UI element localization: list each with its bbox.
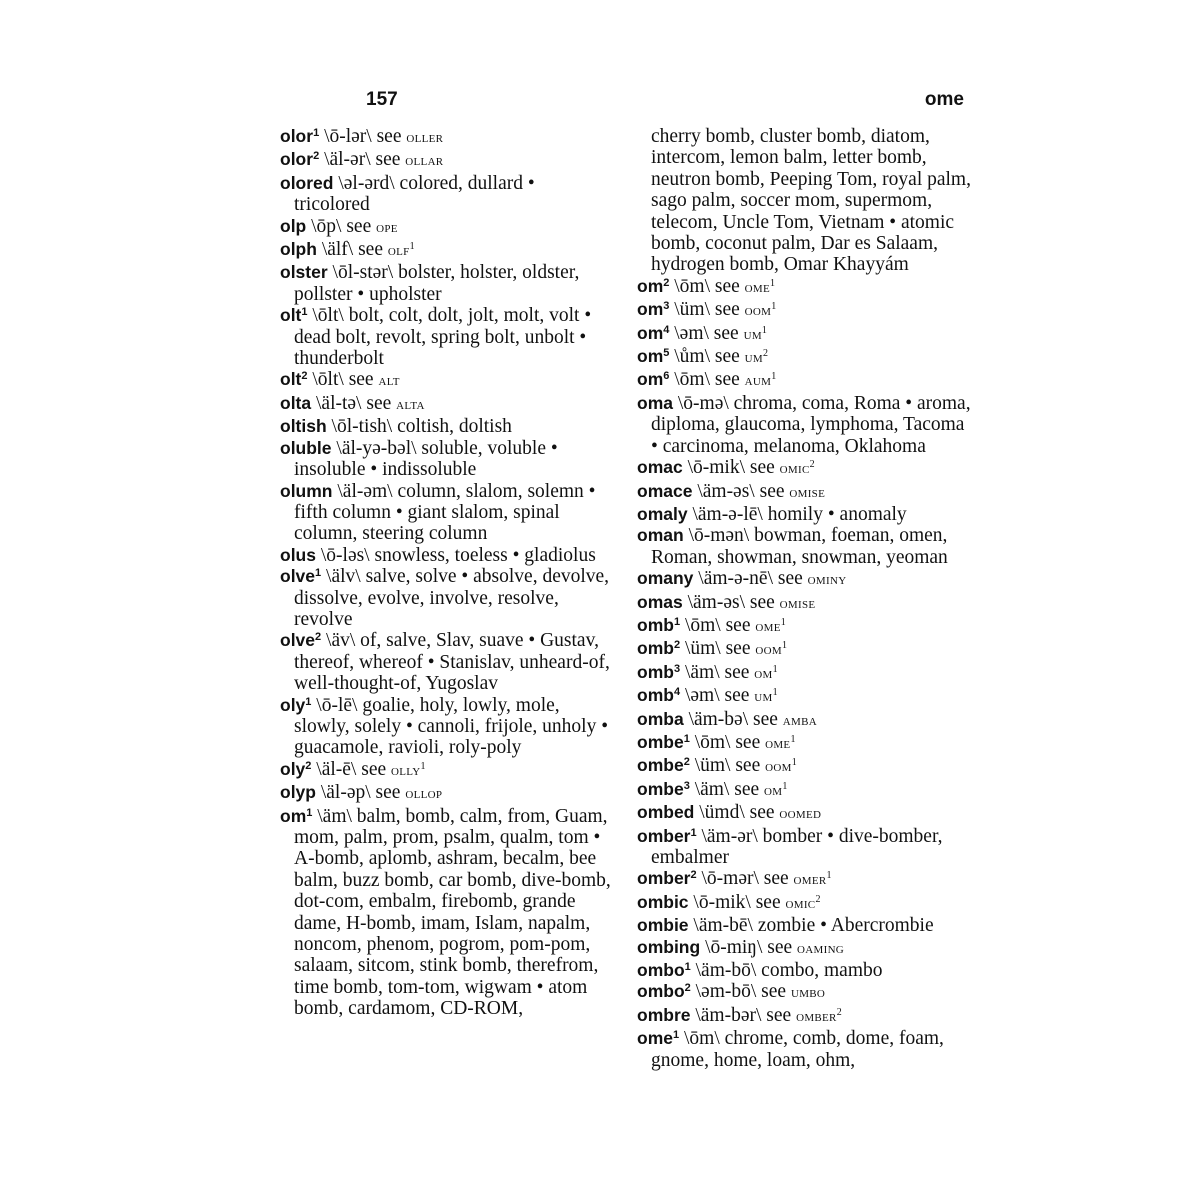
cross-reference: ollop bbox=[405, 786, 443, 803]
entry-pronunciation: \əm\ bbox=[684, 685, 720, 707]
entry-headword: $om^3$ bbox=[637, 299, 670, 320]
entry-pronunciation: \äm-əs\ bbox=[687, 591, 745, 613]
entry-pronunciation: \äm-ə-lē\ bbox=[692, 503, 763, 525]
cross-reference-number: 2 bbox=[836, 1006, 843, 1018]
guide-word: ome bbox=[924, 89, 964, 110]
entry-headword: ombe$^3$ bbox=[637, 778, 690, 799]
entry-headword: omber$^2$ bbox=[637, 868, 697, 889]
dictionary-entry bbox=[637, 960, 971, 981]
homograph-number: 1 bbox=[683, 732, 690, 745]
cross-reference: ominy bbox=[807, 572, 847, 589]
entry-headword: omb$^3$ bbox=[637, 661, 681, 682]
entry-continuation: cherry bomb, cluster bomb, diatom, intercom, lemon balm, letter bomb, neutron bomb, Peeping Tom, royal palm, sago palm, soccer mom, supermom, telecom, Uncle Tom, Vietnam • atomic bomb, coconut palm, Dar es Salaam, hydrogen bomb, Omar Khayyám bbox=[651, 126, 971, 276]
cross-reference-number: 1 bbox=[782, 780, 788, 792]
homograph-number: 3 bbox=[663, 300, 670, 313]
dictionary-entry bbox=[637, 276, 971, 299]
entry-headword: omba bbox=[637, 708, 684, 729]
cross-reference-number: 1 bbox=[826, 870, 832, 882]
homograph-number: 1 bbox=[306, 806, 313, 819]
entry-headword: olve$^1$ bbox=[280, 566, 322, 587]
cross-reference: oomed bbox=[779, 806, 822, 823]
entry-headword: ombie bbox=[637, 915, 689, 936]
homograph-number: 1 bbox=[315, 567, 322, 580]
entry-text: see bbox=[753, 708, 778, 730]
entry-headword: omb$^4$ bbox=[637, 685, 681, 706]
cross-reference: $om^1$ bbox=[764, 780, 788, 799]
entry-pronunciation: \äl-əp\ bbox=[320, 782, 371, 804]
entry-text: soluble, voluble • insoluble • indissoluble bbox=[294, 437, 558, 481]
dictionary-entry bbox=[637, 393, 971, 457]
dictionary-entry bbox=[637, 709, 971, 732]
dictionary-entry bbox=[637, 892, 971, 915]
entry-headword: $om^1$ bbox=[280, 805, 313, 826]
entry-pronunciation: \äm-bər\ bbox=[695, 1004, 762, 1026]
homograph-number: 2 bbox=[313, 150, 320, 163]
entry-pronunciation: \ům\ bbox=[674, 346, 711, 368]
entry-text: see bbox=[725, 614, 751, 636]
entry-headword: olta bbox=[280, 392, 312, 413]
homograph-number: 2 bbox=[663, 276, 670, 289]
entry-pronunciation: \ōm\ bbox=[684, 614, 721, 636]
entry-headword: olve$^2$ bbox=[280, 630, 322, 651]
entry-pronunciation: \ō-ləs\ bbox=[320, 544, 370, 566]
entry-headword: ombic bbox=[637, 891, 689, 912]
dictionary-entry bbox=[637, 826, 971, 869]
entry-pronunciation: \äm-bō\ bbox=[695, 960, 757, 982]
entry-headword: oma bbox=[637, 392, 673, 413]
entry-text: see bbox=[714, 299, 740, 321]
entry-text: see bbox=[375, 782, 401, 804]
entry-text: see bbox=[361, 758, 387, 780]
entry-pronunciation: \ōlt\ bbox=[312, 305, 344, 327]
entry-headword: $om^6$ bbox=[637, 369, 670, 390]
dictionary-entry bbox=[280, 216, 614, 239]
cross-reference: omic$^2$ bbox=[779, 459, 815, 478]
entry-text: see bbox=[749, 457, 775, 479]
homograph-number: 5 bbox=[663, 347, 670, 360]
homograph-number: 3 bbox=[673, 662, 681, 675]
entry-pronunciation: \əm-bō\ bbox=[695, 981, 757, 1003]
dictionary-entry bbox=[637, 504, 971, 525]
entry-pronunciation: \äl-ē\ bbox=[316, 758, 357, 780]
entry-pronunciation: \ōm\ bbox=[674, 369, 711, 391]
entry-pronunciation: \äm-bē\ bbox=[693, 915, 753, 937]
entry-pronunciation: \ōm\ bbox=[683, 1028, 720, 1050]
homograph-number: 4 bbox=[673, 686, 681, 699]
entry-text: see bbox=[725, 638, 751, 660]
dictionary-entry bbox=[280, 369, 614, 392]
cross-reference: ope bbox=[376, 219, 398, 236]
homograph-number: 2 bbox=[305, 759, 312, 772]
cross-reference: aum$^1$ bbox=[744, 371, 777, 390]
dictionary-entry bbox=[637, 732, 971, 755]
entry-headword: olt$^1$ bbox=[280, 305, 308, 326]
cross-reference: ome$^1$ bbox=[765, 733, 796, 752]
cross-reference: oom$^1$ bbox=[744, 301, 777, 320]
cross-reference: ollar bbox=[405, 153, 444, 170]
dictionary-entry bbox=[637, 299, 971, 322]
cross-reference-number: 1 bbox=[781, 640, 788, 652]
entry-headword: olumn bbox=[280, 480, 333, 501]
entry-text: chrome, comb, dome, foam, gnome, home, loam, ohm, bbox=[651, 1028, 944, 1071]
entry-pronunciation: \äl-əm\ bbox=[337, 480, 393, 502]
homograph-number: 2 bbox=[315, 631, 322, 644]
entry-pronunciation: \äm\ bbox=[317, 805, 352, 827]
entry-pronunciation: \äm-bə\ bbox=[688, 708, 749, 730]
cross-reference: omise bbox=[789, 484, 826, 501]
entry-text: balm, bomb, calm, from, Guam, mom, palm, prom, psalm, qualm, tom • A-bomb, aplomb, ashram, becalm, bee balm, buzz bomb, car bomb, dive-bomb, dot-com, embalm, firebomb, grande dame, H-bomb, imam, Islam, napalm, noncom, phenom, pogrom, pom-pom, salaam, sitcom, stink bomb, therefrom, time bomb, tom-tom, wigwam • atom bomb, cardamom, CD-ROM, bbox=[294, 805, 611, 1020]
cross-reference: alta bbox=[396, 396, 425, 413]
entry-headword: ombing bbox=[637, 936, 701, 957]
entry-headword: ome$^1$ bbox=[637, 1028, 680, 1049]
cross-reference: olf$^1$ bbox=[387, 241, 415, 260]
dictionary-entry bbox=[637, 568, 971, 591]
entry-text: bolt, colt, dolt, jolt, molt, volt • dead bolt, revolt, spring bolt, unbolt • thunderbolt bbox=[294, 305, 592, 370]
entry-text: see bbox=[346, 215, 372, 237]
homograph-number: 3 bbox=[683, 779, 690, 792]
dictionary-entry bbox=[637, 981, 971, 1004]
entry-headword: olyp bbox=[280, 782, 316, 803]
homograph-number: 6 bbox=[663, 370, 670, 383]
entry-text: see bbox=[761, 981, 787, 1003]
cross-reference-number: 1 bbox=[761, 324, 768, 336]
homograph-number: 2 bbox=[673, 639, 681, 652]
entry-pronunciation: \ōm\ bbox=[674, 275, 711, 297]
entry-headword: olph bbox=[280, 239, 317, 260]
dictionary-entry bbox=[637, 779, 971, 802]
dictionary-entry bbox=[637, 323, 971, 346]
entry-headword: ombe$^1$ bbox=[637, 731, 690, 752]
dictionary-entry bbox=[637, 868, 971, 891]
entry-text: see bbox=[734, 778, 760, 800]
cross-reference-number: 2 bbox=[763, 348, 769, 360]
entry-pronunciation: \äv\ bbox=[326, 630, 356, 652]
entry-text: see bbox=[777, 568, 803, 590]
entry-text: see bbox=[767, 936, 793, 958]
entry-headword: $om^4$ bbox=[637, 322, 670, 343]
entry-text: homily • anomaly bbox=[767, 503, 907, 525]
cross-reference: ome$^1$ bbox=[744, 277, 776, 296]
entry-text: salve, solve • absolve, devolve, dissolve, evolve, involve, resolve, revolve bbox=[294, 566, 610, 630]
entry-pronunciation: \üm\ bbox=[684, 638, 721, 660]
homograph-number: 1 bbox=[313, 127, 320, 139]
dictionary-entry bbox=[637, 525, 971, 568]
entry-headword: omaly bbox=[637, 503, 688, 524]
entry-headword: olus bbox=[280, 544, 316, 565]
dictionary-entry bbox=[280, 630, 614, 694]
entry-pronunciation: \üm\ bbox=[674, 299, 711, 321]
entry-pronunciation: \əl-ərd\ bbox=[338, 172, 395, 194]
cross-reference: alt bbox=[378, 373, 400, 390]
dictionary-entry bbox=[280, 806, 614, 1020]
entry-headword: omber$^1$ bbox=[637, 825, 697, 846]
dictionary-entry bbox=[280, 759, 614, 782]
cross-reference: oom$^1$ bbox=[755, 640, 788, 659]
entry-pronunciation: \ōp\ bbox=[311, 215, 342, 237]
entry-text: snowless, toeless • gladiolus bbox=[374, 544, 596, 566]
dictionary-entry bbox=[280, 438, 614, 481]
entry-headword: oly$^2$ bbox=[280, 758, 312, 779]
cross-reference: omic$^2$ bbox=[785, 893, 821, 912]
entry-headword: omany bbox=[637, 568, 694, 589]
cross-reference-number: 1 bbox=[790, 733, 796, 745]
entry-headword: oly$^1$ bbox=[280, 694, 312, 715]
homograph-number: 4 bbox=[663, 323, 670, 336]
dictionary-entry bbox=[637, 802, 971, 825]
cross-reference: ome$^1$ bbox=[755, 616, 787, 635]
entry-headword: olor$^2$ bbox=[280, 149, 320, 170]
entry-pronunciation: \äm\ bbox=[684, 661, 720, 683]
dictionary-entry bbox=[637, 457, 971, 480]
entry-pronunciation: \ō-mə\ bbox=[677, 392, 729, 414]
entry-headword: oltish bbox=[280, 416, 327, 437]
entry-headword: omace bbox=[637, 480, 693, 501]
entry-headword: ombed bbox=[637, 802, 695, 823]
entry-text: see bbox=[749, 591, 775, 613]
entry-headword: ombo$^1$ bbox=[637, 960, 691, 981]
entry-text: see bbox=[735, 731, 761, 753]
cross-reference-number: 1 bbox=[420, 760, 426, 772]
cross-reference: oller bbox=[406, 130, 444, 146]
dictionary-entry bbox=[280, 126, 614, 149]
homograph-number: 1 bbox=[684, 961, 691, 974]
entry-text: see bbox=[759, 480, 785, 502]
entry-pronunciation: \üm\ bbox=[694, 755, 731, 777]
dictionary-entry bbox=[637, 937, 971, 960]
dictionary-entry bbox=[280, 173, 614, 216]
entry-headword: olt$^2$ bbox=[280, 369, 308, 390]
entry-text: see bbox=[714, 369, 740, 391]
cross-reference-number: 1 bbox=[772, 687, 778, 699]
entry-headword: olored bbox=[280, 172, 334, 193]
dictionary-entry bbox=[637, 346, 971, 369]
entry-text: see bbox=[358, 239, 383, 261]
entry-headword: olp bbox=[280, 215, 307, 236]
entry-headword: olster bbox=[280, 262, 328, 283]
entry-pronunciation: \äm-əs\ bbox=[697, 480, 755, 502]
entry-headword: oman bbox=[637, 525, 684, 546]
cross-reference: $um^1$ bbox=[743, 324, 768, 343]
dictionary-entry bbox=[637, 662, 971, 685]
entry-pronunciation: \ümd\ bbox=[699, 802, 745, 824]
entry-pronunciation: \äm-ər\ bbox=[701, 825, 758, 847]
entry-text: see bbox=[766, 1004, 792, 1026]
entry-text: bolster, holster, oldster, pollster • upholster bbox=[294, 262, 580, 305]
entry-pronunciation: \äl-yə-bəl\ bbox=[336, 437, 417, 459]
homograph-number: 2 bbox=[301, 370, 308, 383]
entry-text: bowman, foeman, omen, Roman, showman, snowman, yeoman bbox=[651, 525, 948, 568]
entry-headword: ombre bbox=[637, 1004, 691, 1025]
homograph-number: 2 bbox=[690, 869, 697, 882]
cross-reference: oaming bbox=[797, 940, 845, 957]
entry-text: see bbox=[735, 755, 761, 777]
cross-reference: amba bbox=[782, 712, 817, 729]
dictionary-entry bbox=[280, 305, 614, 369]
entry-headword: omb$^1$ bbox=[637, 614, 681, 635]
entry-text: combo, mambo bbox=[761, 960, 883, 982]
entry-pronunciation: \ō-lē\ bbox=[316, 694, 358, 716]
entry-pronunciation: \äl-ər\ bbox=[324, 149, 371, 171]
entry-text: see bbox=[375, 149, 401, 171]
dictionary-entry bbox=[280, 695, 614, 759]
dictionary-entry bbox=[280, 149, 614, 172]
right-column bbox=[637, 126, 971, 1071]
dictionary-entry bbox=[637, 685, 971, 708]
dictionary-entry bbox=[280, 566, 614, 630]
cross-reference-number: 1 bbox=[771, 301, 777, 313]
dictionary-entry bbox=[637, 592, 971, 615]
entry-pronunciation: \ō-miŋ\ bbox=[705, 936, 763, 958]
cross-reference: omber$^2$ bbox=[796, 1006, 843, 1025]
dictionary-entry bbox=[280, 262, 614, 305]
entry-text: colored, dullard • tricolored bbox=[294, 172, 535, 216]
entry-headword: olor$^1$ bbox=[280, 126, 320, 146]
entry-pronunciation: \ō-mik\ bbox=[693, 891, 751, 913]
homograph-number: 1 bbox=[301, 306, 308, 319]
cross-reference-number: 1 bbox=[780, 616, 787, 628]
entry-pronunciation: \ōlt\ bbox=[312, 369, 344, 391]
entry-pronunciation: \əm\ bbox=[674, 322, 709, 344]
entry-pronunciation: \ō-mən\ bbox=[688, 525, 750, 547]
dictionary-entry bbox=[637, 1028, 971, 1071]
dictionary-entry bbox=[280, 239, 614, 262]
dictionary-entry bbox=[280, 416, 614, 437]
entry-headword: ombe$^2$ bbox=[637, 755, 690, 776]
homograph-number: 1 bbox=[673, 615, 681, 628]
entry-headword: omac bbox=[637, 457, 683, 478]
entry-text: see bbox=[724, 661, 750, 683]
entry-headword: $om^5$ bbox=[637, 346, 670, 367]
homograph-number: 2 bbox=[683, 756, 690, 769]
entry-text: coltish, doltish bbox=[397, 416, 512, 438]
cross-reference: omise bbox=[779, 595, 816, 612]
entry-headword: omb$^2$ bbox=[637, 638, 681, 659]
cross-reference-number: 1 bbox=[771, 371, 777, 383]
entry-text: see bbox=[714, 275, 740, 297]
cross-reference-number: 1 bbox=[791, 757, 797, 769]
cross-reference-number: 1 bbox=[770, 277, 776, 289]
dictionary-entry bbox=[637, 915, 971, 936]
cross-reference: $om^1$ bbox=[754, 663, 778, 682]
entry-pronunciation: \älv\ bbox=[326, 566, 361, 588]
cross-reference-number: 1 bbox=[409, 241, 415, 253]
entry-headword: oluble bbox=[280, 437, 332, 458]
entry-text: see bbox=[763, 868, 789, 890]
dictionary-entry bbox=[637, 481, 971, 504]
cross-reference-number: 1 bbox=[772, 663, 778, 675]
entry-text: see bbox=[714, 346, 740, 368]
cross-reference-number: 2 bbox=[815, 893, 821, 905]
dictionary-entry bbox=[637, 638, 971, 661]
entry-text: see bbox=[713, 322, 739, 344]
dictionary-entry bbox=[637, 369, 971, 392]
dictionary-entry bbox=[280, 481, 614, 545]
homograph-number: 1 bbox=[305, 695, 312, 708]
entry-pronunciation: \äm\ bbox=[694, 778, 730, 800]
entry-headword: $om^2$ bbox=[637, 275, 670, 296]
left-column bbox=[280, 126, 614, 1020]
entry-headword: ombo$^2$ bbox=[637, 981, 691, 1002]
dictionary-entry bbox=[280, 782, 614, 805]
entry-pronunciation: \äm-ə-nē\ bbox=[698, 568, 773, 590]
cross-reference: omer$^1$ bbox=[793, 870, 832, 889]
entry-text: see bbox=[376, 126, 402, 147]
entry-text: see bbox=[348, 369, 374, 391]
entry-pronunciation: \ōl-tish\ bbox=[331, 416, 393, 438]
homograph-number: 1 bbox=[690, 826, 697, 839]
entry-pronunciation: \ōm\ bbox=[694, 731, 731, 753]
entry-text: see bbox=[749, 802, 775, 824]
cross-reference: $um^1$ bbox=[754, 687, 778, 706]
entry-text: see bbox=[755, 891, 781, 913]
page-number: 157 bbox=[366, 89, 398, 110]
entry-text: bomber • dive-bomber, embalmer bbox=[651, 825, 943, 868]
dictionary-entry bbox=[637, 755, 971, 778]
entry-pronunciation: \ō-mər\ bbox=[701, 868, 759, 890]
entry-text: goalie, holy, lowly, mole, slowly, solely • cannoli, frijole, unholy • guacamole, ravioli, roly-poly bbox=[294, 694, 609, 759]
entry-text: see bbox=[724, 685, 750, 707]
cross-reference: olly$^1$ bbox=[391, 760, 426, 779]
entry-pronunciation: \äl-tə\ bbox=[316, 392, 362, 414]
entry-headword: omas bbox=[637, 591, 683, 612]
entry-text: see bbox=[366, 392, 392, 414]
dictionary-entry bbox=[280, 545, 614, 566]
dictionary-entry bbox=[280, 393, 614, 416]
entry-pronunciation: \ōl-stər\ bbox=[332, 262, 394, 284]
entry-text: chroma, coma, Roma • aroma, diploma, glaucoma, lymphoma, Tacoma • carcinoma, melanoma, Oklahoma bbox=[651, 392, 971, 457]
entry-text: of, salve, Slav, suave • Gustav, thereof, whereof • Stanislav, unheard-of, well-thought-of, Yugoslav bbox=[294, 630, 610, 695]
homograph-number: 1 bbox=[672, 1029, 680, 1042]
dictionary-entry bbox=[637, 615, 971, 638]
cross-reference-number: 2 bbox=[809, 459, 815, 471]
entry-text: column, slalom, solemn • fifth column • giant slalom, spinal column, steering column bbox=[294, 480, 596, 545]
entry-pronunciation: \ō-lər\ bbox=[324, 126, 372, 147]
entry-pronunciation: \älf\ bbox=[321, 239, 354, 261]
cross-reference: umbo bbox=[790, 985, 826, 1002]
entry-text: zombie • Abercrombie bbox=[757, 915, 934, 937]
cross-reference: $um^2$ bbox=[744, 348, 769, 367]
homograph-number: 2 bbox=[684, 982, 691, 995]
dictionary-entry bbox=[637, 1005, 971, 1028]
cross-reference: oom$^1$ bbox=[765, 757, 797, 776]
entry-pronunciation: \ō-mik\ bbox=[687, 457, 746, 479]
